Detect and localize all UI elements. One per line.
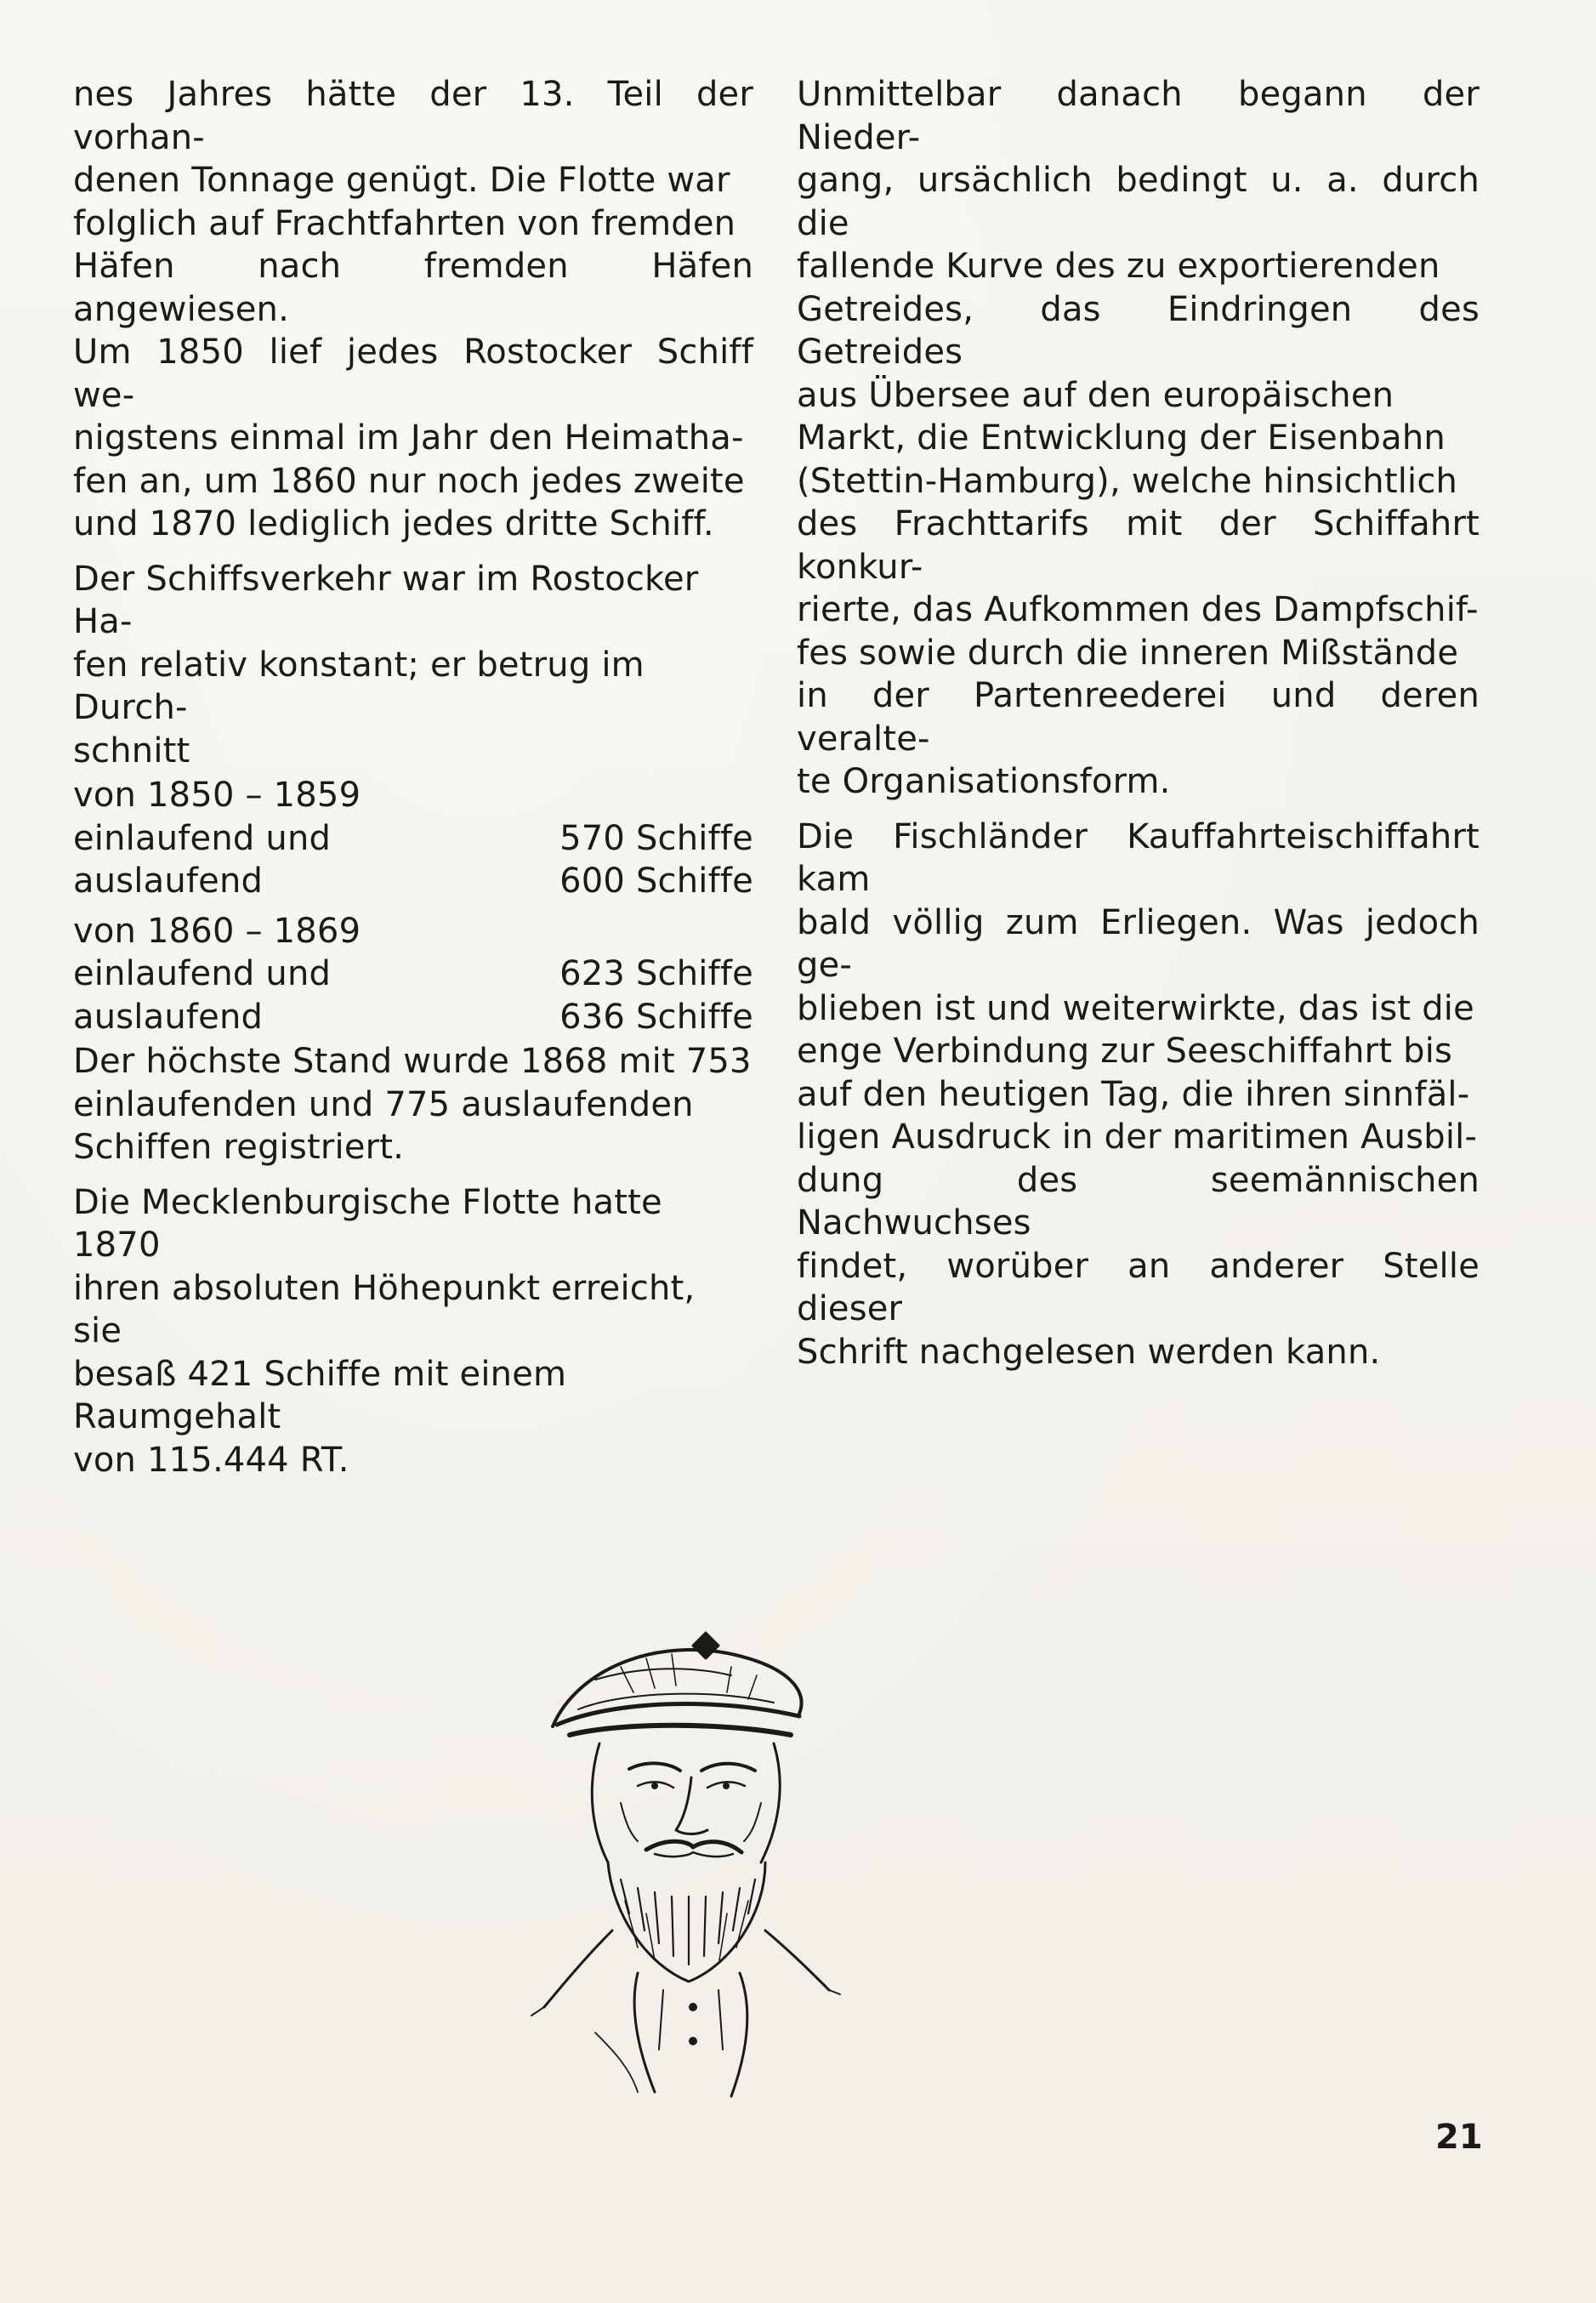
right-text-column xyxy=(797,73,1480,1385)
left-paragraph-2: Der Schiffsverkehr war im Rostocker Ha- fen relativ konstant; er betrug im Durch- schnitt xyxy=(73,559,699,771)
stats-row-label: einlaufend und xyxy=(73,818,332,858)
right-paragraph-2: Die Fischländer Kauffahrteischiffahrt kam bald völlig zum Erliegen. Was jedoch ge- blieben ist und weiterwirkte, das ist die enge Verbindung zur Seeschiffahrt bis auf den heutigen Tag, die ihren sinnfäl- ligen Ausdruck in der maritimen Ausbil- dung des seemännischen Nachwuchses findet, worüber an anderer Stelle dieser Schrift nachgelesen werden kann. xyxy=(797,816,1480,1372)
stats-row-label: auslaufend xyxy=(73,861,264,901)
sea-captain-sketch-illustration xyxy=(519,1607,842,2109)
left-text-column xyxy=(73,73,753,1493)
stats-row-label: auslaufend xyxy=(73,997,264,1037)
left-paragraph-1: nes Jahres hätte der 13. Teil der vorhan- denen Tonnage genügt. Die Flotte war folglich auf Frachtfahrten von fremden Häfen nach fremden Häfen angewiesen. Um 1850 lief jedes Rostocker Schiff we- nigstens einmal im Jahr den Heimatha- fen an, um 1860 nur noch jedes zweite und 1870 lediglich jedes dritte Schiff. xyxy=(73,75,753,543)
traffic-stats-1850 xyxy=(73,774,753,903)
stats-row xyxy=(73,860,753,903)
stats-period: von 1860 – 1869 xyxy=(73,911,361,951)
right-paragraph-1: Unmittelbar danach begann der Nieder- gang, ursächlich bedingt u. a. durch die fallende Kurve des zu exportierenden Getreides, das Eindringen des Getreides aus Übersee auf den europäischen Markt, die Entwicklung der Eisenbahn (Stettin-Hamburg), welche hinsichtlich des Frachttarifs mit der Schiffahrt konkur- rierte, das Aufkommen des Dampfschif- fes sowie durch die inneren Mißstände in der Partenreederei und deren veralte- te Organisationsform. xyxy=(797,75,1480,801)
stats-period: von 1850 – 1859 xyxy=(73,776,361,815)
left-paragraph-3: Der höchste Stand wurde 1868 mit 753 einlaufenden und 775 auslaufenden Schiffen registriert. xyxy=(73,1042,752,1167)
left-paragraph-4: Die Mecklenburgische Flotte hatte 1870 ihren absoluten Höhepunkt erreicht, sie besaß 421 Schiffe mit einem Raumgehalt von 115.444 RT. xyxy=(73,1182,696,1480)
stats-row-label: einlaufend und xyxy=(73,954,332,993)
stats-row-value: 623 Schiffe xyxy=(559,954,753,993)
stats-row xyxy=(73,952,753,996)
stats-row xyxy=(73,817,753,861)
traffic-stats-1860 xyxy=(73,910,753,1039)
stats-row-value: 600 Schiffe xyxy=(559,861,753,901)
stats-row-value: 636 Schiffe xyxy=(559,997,753,1037)
page-number: 21 xyxy=(1435,2118,1483,2157)
stats-row xyxy=(73,996,753,1039)
stats-row-value: 570 Schiffe xyxy=(559,818,753,858)
